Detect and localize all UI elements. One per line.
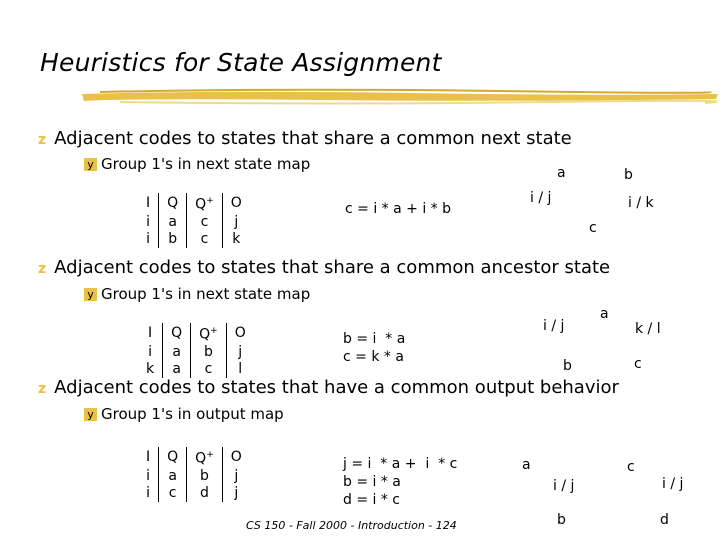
z-bullet-icon: z <box>38 381 47 397</box>
table-cell: i <box>146 467 151 484</box>
table-header: Q+ <box>187 447 223 468</box>
state-node-a: a <box>600 306 609 322</box>
table-cell: b <box>191 344 227 361</box>
table-cell: j <box>222 485 250 502</box>
table-header: Q+ <box>191 323 227 344</box>
table-cell: c <box>187 214 223 231</box>
state-node-a: a <box>557 165 566 181</box>
state-node-b: b <box>563 358 572 374</box>
table-header: Q <box>159 447 187 468</box>
table-cell: a <box>163 344 191 361</box>
state-node-b: b <box>624 167 633 183</box>
table-cell: i <box>146 213 151 230</box>
table-header: I <box>146 448 151 465</box>
table-cell: i <box>148 343 152 360</box>
table-cell: c <box>159 485 187 502</box>
section-2-heading: z Adjacent codes to states that share a common ancestor state <box>38 257 611 278</box>
z-bullet-icon: z <box>38 261 47 277</box>
edge-label: k / l <box>635 321 661 337</box>
table-cell: l <box>226 361 254 378</box>
page-title: Heuristics for State Assignment <box>40 48 442 77</box>
slide-footer: CS 150 - Fall 2000 - Introduction - 124 <box>246 519 457 532</box>
table-cell: i <box>146 484 151 501</box>
table-cell: b <box>187 468 223 485</box>
table-header: Q <box>163 323 191 344</box>
table-cell: j <box>222 468 250 485</box>
section-3-subheading: y Group 1's in output map <box>84 405 284 423</box>
y-bullet-icon: y <box>84 158 97 171</box>
table-header: O <box>222 447 250 468</box>
section-3-state-table <box>138 447 250 502</box>
edge-label: i / j <box>530 190 552 206</box>
edge-label: i / j <box>662 476 684 492</box>
table-header: O <box>226 323 254 344</box>
y-bullet-icon: y <box>84 288 97 301</box>
section-1-subheading: y Group 1's in next state map <box>84 155 310 173</box>
table-cell: c <box>187 231 223 248</box>
table-cell: j <box>226 344 254 361</box>
equation: c = i * a + i * b <box>345 201 452 217</box>
state-node-c: c <box>589 220 597 236</box>
table-header: I <box>146 194 151 211</box>
table-cell: b <box>159 231 187 248</box>
y-bullet-icon: y <box>84 408 97 421</box>
state-node-c: c <box>634 356 642 372</box>
edge-label: i / j <box>553 478 575 494</box>
table-cell: d <box>187 485 223 502</box>
table-cell: a <box>159 214 187 231</box>
section-1-state-table <box>138 193 250 248</box>
title-underline-brush <box>80 86 720 108</box>
equation: d = i * c <box>343 492 401 508</box>
section-3-heading: z Adjacent codes to states that have a common output behavior <box>38 377 619 398</box>
table-header: O <box>222 193 250 214</box>
table-cell: a <box>163 361 191 378</box>
section-2-subheading: y Group 1's in next state map <box>84 285 310 303</box>
state-node-d: d <box>660 512 669 528</box>
equation: b = i * a <box>343 331 406 347</box>
edge-label: i / j <box>543 318 565 334</box>
table-cell: k <box>146 360 155 377</box>
equation: c = k * a <box>343 349 404 365</box>
state-node-a: a <box>522 457 531 473</box>
equation: b = i * a <box>343 474 401 490</box>
state-node-b: b <box>557 512 566 528</box>
table-cell: j <box>222 214 250 231</box>
state-node-c: c <box>627 459 635 475</box>
table-cell: c <box>191 361 227 378</box>
section-1-heading: z Adjacent codes to states that share a common next state <box>38 128 572 149</box>
equation: j = i * a + i * c <box>343 456 458 472</box>
table-cell: a <box>159 468 187 485</box>
table-header: Q <box>159 193 187 214</box>
edge-label: i / k <box>628 195 654 211</box>
section-2-state-table <box>138 323 254 378</box>
z-bullet-icon: z <box>38 132 47 148</box>
table-header: Q+ <box>187 193 223 214</box>
table-cell: i <box>146 230 151 247</box>
table-header: I <box>147 324 153 341</box>
table-cell: k <box>222 231 250 248</box>
